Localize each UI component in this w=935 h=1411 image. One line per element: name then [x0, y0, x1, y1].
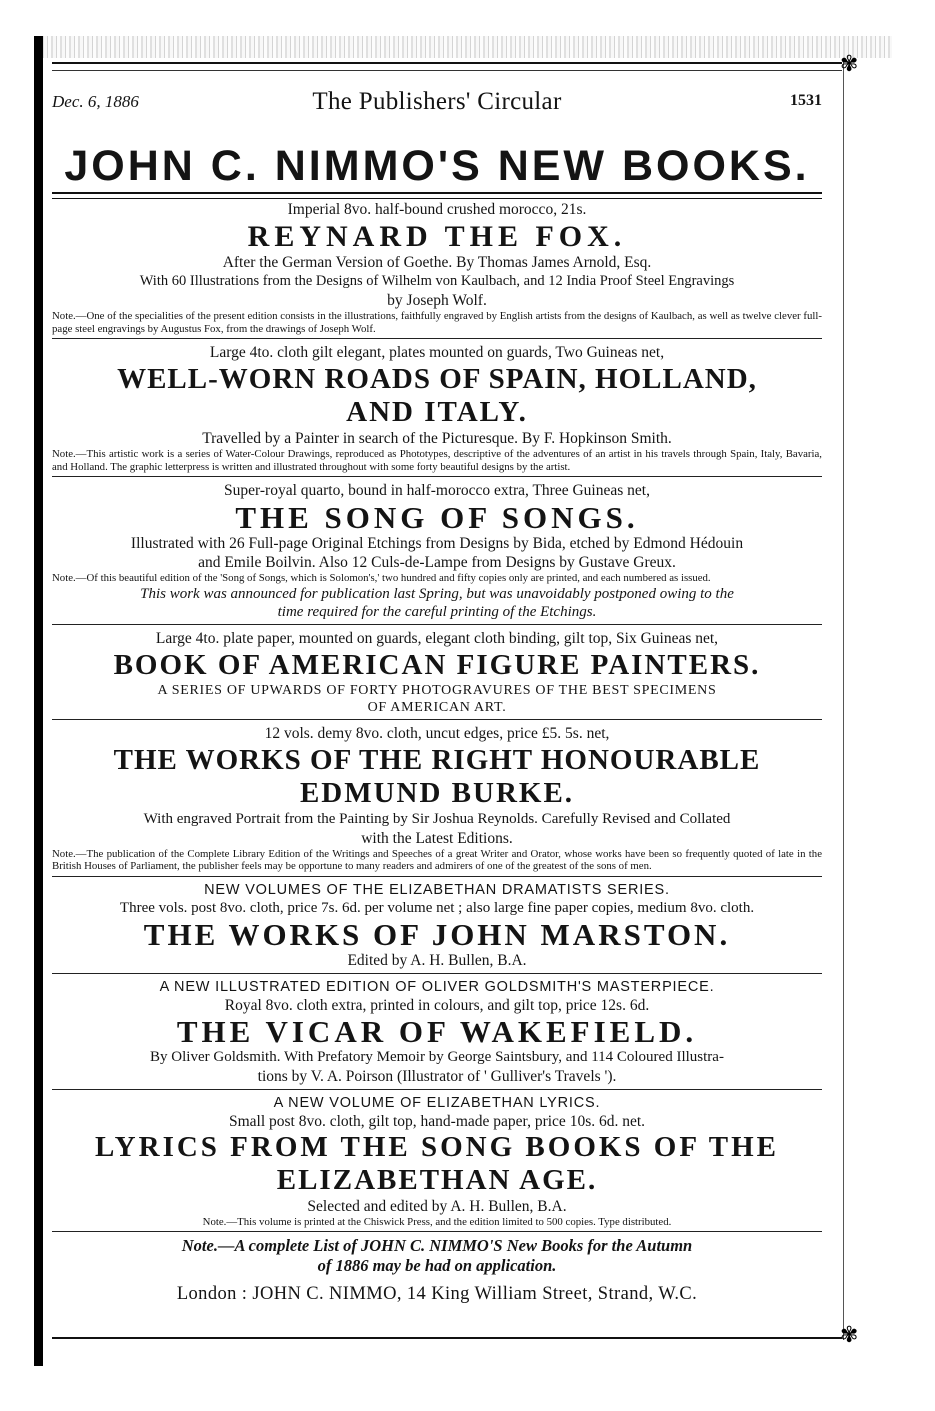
book-description: With engraved Portrait from the Painting by Sir Joshua Reynolds. Carefully Revised and Collated [143, 810, 731, 827]
book-description: OF AMERICAN ART. [367, 699, 507, 715]
book-format: Three vols. post 8vo. cloth, price 7s. 6d. per volume net ; also large fine paper copies, medium 8vo. cloth. [119, 899, 755, 916]
book-elizabethan-lyrics [52, 1094, 822, 1229]
book-title: BOOK OF AMERICAN FIGURE PAINTERS. [113, 648, 761, 681]
series-heading: A NEW VOLUME OF ELIZABETHAN LYRICS. [273, 1094, 601, 1111]
book-note: Note.—One of the specialities of the present edition consists in the illustrations, faithfully engraved by English artists from the designs of Kaulbach, as well as twelve clever full-page steel engravings by Augustus Fox, from the drawings of Joseph Wolf. [52, 310, 822, 335]
page-right-edge [843, 60, 844, 1340]
book-well-worn-roads [52, 343, 822, 473]
section-divider [52, 1231, 822, 1232]
book-note: Note.—This volume is printed at the Chiswick Press, and the edition limited to 500 copies. Type distributed. [202, 1215, 672, 1228]
book-title: REYNARD THE FOX. [247, 220, 627, 253]
book-song-of-songs [52, 481, 822, 621]
book-description: and Emile Boilvin. Also 12 Culs-de-Lampe from Designs by Gustave Greux. [198, 554, 676, 571]
book-format: Royal 8vo. cloth extra, printed in colours, and gilt top, price 12s. 6d. [224, 996, 650, 1014]
book-title: AND ITALY. [346, 396, 528, 428]
masthead-rule-thin [52, 198, 822, 199]
section-divider [52, 1089, 822, 1090]
ornament-bottom-right-icon: ✾ [840, 1323, 859, 1348]
series-heading: NEW VOLUMES OF THE ELIZABETHAN DRAMATISTS SERIES. [204, 881, 670, 898]
book-description: After the German Version of Goethe. By Thomas James Arnold, Esq. [222, 254, 652, 271]
book-format: Super-royal quarto, bound in half-morocco extra, Three Guineas net, [224, 482, 650, 499]
book-note: Note.—This artistic work is a series of Water-Colour Drawings, reproduced as Phototypes, descriptive of the adventures of an artist in his travels through Spain, Italy, Bavaria, and Holland. The graphic letterpress is written and illustrated throughout with some forty beautiful designs by the artist. [52, 448, 822, 473]
book-title: WELL-WORN ROADS OF SPAIN, HOLLAND, [117, 363, 757, 395]
book-title: THE WORKS OF JOHN MARSTON. [143, 916, 731, 952]
book-description: with the Latest Editions. [361, 829, 513, 847]
section-divider [52, 719, 822, 720]
catalogue-notice: of 1886 may be had on application. [317, 1256, 557, 1275]
running-header [52, 90, 822, 120]
ornament-top-right-icon: ✾ [840, 52, 859, 77]
book-title: THE VICAR OF WAKEFIELD. [176, 1013, 698, 1049]
book-note: Note.—The publication of the Complete Library Edition of the Writings and Speeches of a great Writer and Orator, whose works have been so frequently quoted of late in the British Houses of Parliament, the publisher feels may be opportune to many readers and admirers of one of the greatest of the sons of men. [52, 847, 822, 872]
publisher-address: London : JOHN C. NIMMO, 14 King William Street, Strand, W.C. [176, 1284, 698, 1304]
catalogue-notice: Note.—A complete List of JOHN C. NIMMO'S New Books for the Autumn [181, 1236, 693, 1255]
book-description: A SERIES OF UPWARDS OF FORTY PHOTOGRAVURES OF THE BEST SPECIMENS [157, 682, 717, 698]
section-divider [52, 876, 822, 877]
book-format: Large 4to. cloth gilt elegant, plates mounted on guards, Two Guineas net, [209, 344, 665, 361]
book-description: tions by V. A. Poirson (Illustrator of ' Gulliver's Travels '). [257, 1067, 617, 1085]
book-description: Illustrated with 26 Full-page Original Etchings from Designs by Bida, etched by Edmond Hédouin [130, 535, 744, 552]
book-listings [52, 200, 822, 1306]
book-remark: This work was announced for publication last Spring, but was unavoidably postponed owing to the [140, 585, 734, 602]
section-divider [52, 624, 822, 625]
page-binding-edge [34, 36, 43, 1366]
book-title: EDMUND BURKE. [299, 776, 575, 809]
issue-date: Dec. 6, 1886 [52, 92, 139, 111]
book-editor: Edited by A. H. Bullen, B.A. [347, 951, 527, 969]
book-note: Note.—Of this beautiful edition of the 'Song of Songs, which is Solomon's,' two hundred and fifty copies only are printed, and each numbered as issued. [52, 572, 711, 584]
book-works-of-marston [52, 881, 822, 970]
book-editor: Selected and edited by A. H. Bullen, B.A. [307, 1197, 567, 1215]
book-title: ELIZABETHAN AGE. [276, 1163, 598, 1196]
book-vicar-of-wakefield [52, 978, 822, 1086]
book-reynard-the-fox [52, 200, 822, 335]
book-description: With 60 Illustrations from the Designs of Wilhelm von Kaulbach, and 12 India Proof Steel Engravings [139, 273, 735, 289]
book-format: Large 4to. plate paper, mounted on guards, elegant cloth binding, gilt top, Six Guineas net, [155, 629, 719, 647]
book-description: By Oliver Goldsmith. With Prefatory Memoir by George Saintsbury, and 114 Coloured Illustra- [150, 1048, 724, 1065]
section-divider [52, 338, 822, 339]
book-format: 12 vols. demy 8vo. cloth, uncut edges, price £5. 5s. net, [264, 724, 610, 742]
book-works-of-burke [52, 724, 822, 873]
section-divider [52, 476, 822, 477]
book-title: LYRICS FROM THE SONG BOOKS OF THE [95, 1130, 779, 1163]
book-american-figure-painters [52, 629, 822, 716]
book-description: Travelled by a Painter in search of the Picturesque. By F. Hopkinson Smith. [202, 430, 672, 447]
header-rule [52, 62, 842, 64]
scan-artifact-top [42, 36, 892, 58]
book-format: Small post 8vo. cloth, gilt top, hand-made paper, price 10s. 6d. net. [228, 1112, 646, 1130]
journal-title: The Publishers' Circular [312, 88, 562, 115]
book-title: THE WORKS OF THE RIGHT HONOURABLE [113, 743, 761, 776]
header-rule-thin [52, 70, 842, 71]
book-remark: time required for the careful printing of the Etchings. [277, 603, 597, 620]
section-divider [52, 973, 822, 974]
book-format: Imperial 8vo. half-bound crushed morocco, 21s. [287, 201, 587, 218]
masthead-rule [52, 192, 822, 194]
series-heading: A NEW ILLUSTRATED EDITION OF OLIVER GOLDSMITH'S MASTERPIECE. [159, 978, 715, 995]
book-title: THE SONG OF SONGS. [235, 500, 639, 535]
book-description: by Joseph Wolf. [387, 292, 487, 309]
page-number: 1531 [790, 92, 822, 109]
footer-rule [52, 1337, 842, 1339]
advert-masthead: JOHN C. NIMMO'S NEW BOOKS. [64, 142, 810, 190]
